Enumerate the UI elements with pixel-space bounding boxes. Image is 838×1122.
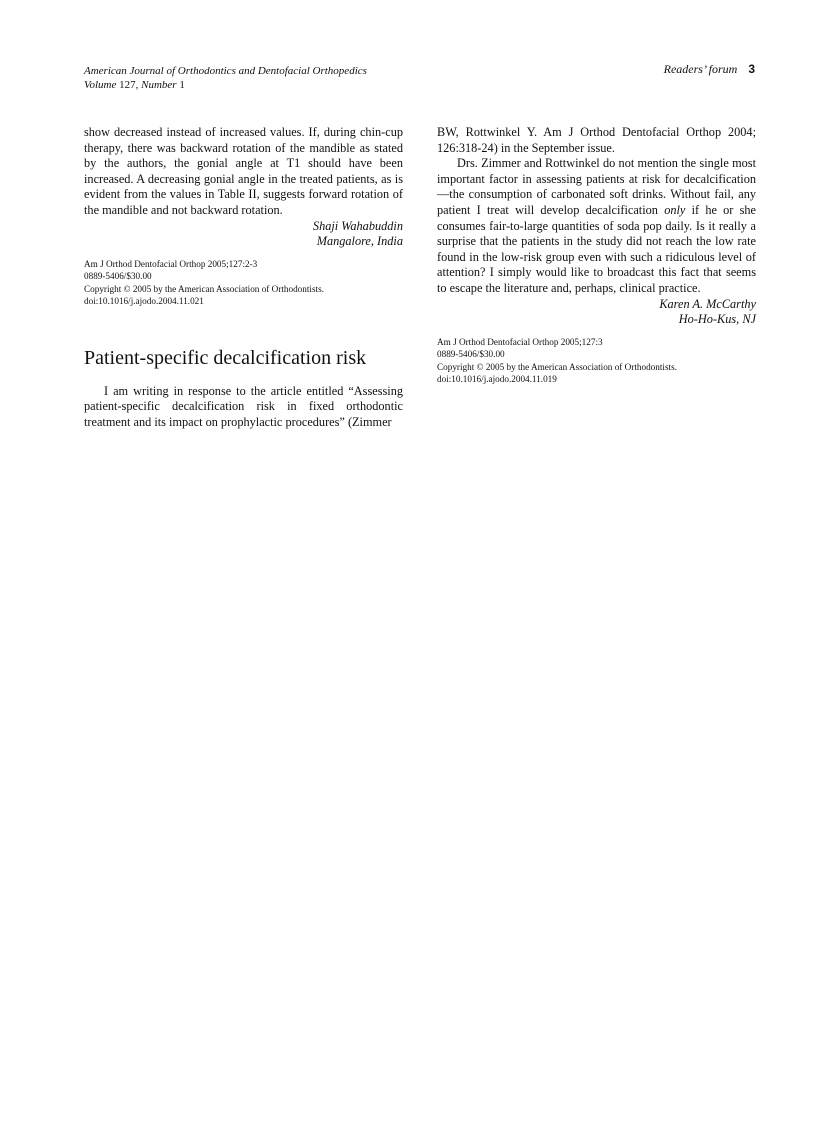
letter1-doi: doi:10.1016/j.ajodo.2004.11.021 <box>84 296 204 307</box>
letter1-copyright: Copyright © 2005 by the American Association of Orthodontists. <box>84 283 324 294</box>
volume-line: Volume 127, Number 1 <box>84 79 185 91</box>
right-column <box>437 125 756 386</box>
volume-prefix: Volume <box>84 79 117 91</box>
letter1-paragraph: show decreased instead of increased values. If, during chin-cup therapy, there was backward rotation of the mandible as stated by the authors, the gonial angle at T1 should have been increased. A decreasing gonial angle in the treated patients, as is evident from the values in Table II, suggests forward rotation of the mandible and not backward rotation. <box>84 125 403 217</box>
letter1-author: Shaji Wahabuddin <box>312 218 403 233</box>
letter2-price: 0889-5406/$30.00 <box>437 349 505 360</box>
letter1-price: 0889-5406/$30.00 <box>84 271 152 282</box>
page-number: 3 <box>748 62 755 76</box>
number-prefix: Number <box>141 79 177 91</box>
letter2-citation: Am J Orthod Dentofacial Orthop 2005;127:3 <box>437 336 603 347</box>
letter2-paragraph1-continued: BW, Rottwinkel Y. Am J Orthod Dentofacial Orthop 2004; 126:318-24) in the September issue. <box>437 125 756 155</box>
running-header-journal <box>84 64 367 92</box>
number-value: 1 <box>179 79 185 91</box>
running-header-section <box>664 62 755 77</box>
letter1-location: Mangalore, India <box>316 234 403 249</box>
letter2-title: Patient-specific decalcification risk <box>84 346 367 369</box>
volume-number: 127 <box>119 79 136 91</box>
letter2-paragraph2-part-a: Drs. Zimmer and Rottwinkel do not mention the single most important factor in assessing patients at risk for decalcification—the consumption of carbonated soft drinks. Without fail, any patient I treat will develop decalcification <box>437 156 756 217</box>
letter2-copyright: Copyright © 2005 by the American Association of Orthodontists. <box>437 361 677 372</box>
section-name: Readers’ forum <box>663 62 738 76</box>
journal-title: American Journal of Orthodontics and Dentofacial Orthopedics <box>84 65 367 77</box>
letter2-paragraph1: I am writing in response to the article entitled “Assessing patient-specific decalcification risk in fixed orthodontic treatment and its impact on prophylactic procedures” (Zimmer <box>84 383 403 429</box>
letter2-citation-block <box>437 336 756 386</box>
letter2-author: Karen A. McCarthy <box>659 296 756 311</box>
letter2-paragraph2 <box>437 156 756 296</box>
letter2-paragraph2-emphasis: only <box>664 202 686 217</box>
letter2-location: Ho-Ho-Kus, NJ <box>678 312 756 327</box>
letter2-paragraph2-part-b: if he or she consumes fair-to-large quantities of soda pop daily. Is it really a surprise that the patients in the study did not reach the low rate found in the low-risk group even with such a ridiculous level of attention? I simply would like to broadcast this fact that seems to escape the literature and, perhaps, clinical practice. <box>437 202 757 295</box>
letter2-doi: doi:10.1016/j.ajodo.2004.11.019 <box>437 374 557 385</box>
letter1-citation: Am J Orthod Dentofacial Orthop 2005;127:2-3 <box>84 258 258 269</box>
letter1-citation-block <box>84 258 403 308</box>
left-column <box>84 125 403 431</box>
